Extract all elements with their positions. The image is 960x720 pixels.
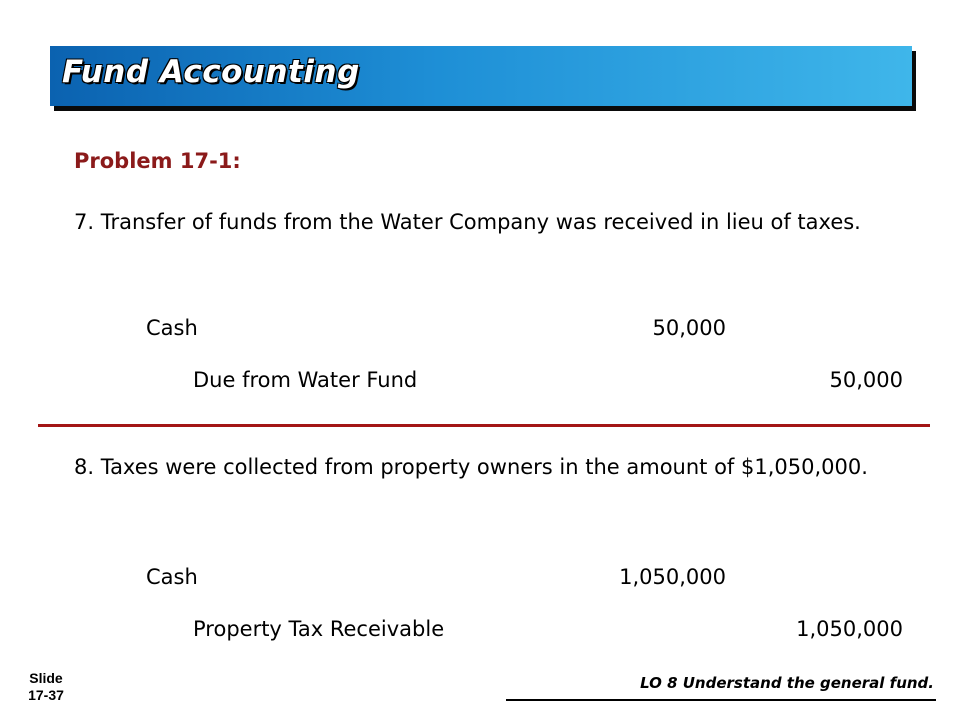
learning-objective: LO 8 Understand the general fund.	[640, 674, 934, 692]
title-bar	[50, 46, 912, 106]
learning-objective-underline	[506, 699, 936, 701]
item-8-credit-amount: 1,050,000	[796, 617, 903, 641]
item-7-description: 7. Transfer of funds from the Water Company was received in lieu of taxes.	[74, 210, 861, 234]
item-8-credit-account: Property Tax Receivable	[193, 617, 445, 641]
item-8-description: 8. Taxes were collected from property owners in the amount of $1,050,000.	[74, 455, 868, 479]
section-divider	[38, 424, 930, 427]
slide-label: Slide	[29, 670, 63, 686]
item-7-debit-amount: 50,000	[652, 316, 726, 340]
slide-number-value: 17-37	[28, 687, 64, 703]
item-8-debit-amount: 1,050,000	[619, 565, 726, 589]
problem-label: Problem 17-1:	[74, 149, 241, 173]
item-7-credit-amount: 50,000	[829, 368, 903, 392]
slide-title: Fund Accounting	[62, 54, 360, 90]
item-7-debit-account: Cash	[146, 316, 198, 340]
item-8-debit-account: Cash	[146, 565, 198, 589]
item-7-credit-account: Due from Water Fund	[193, 368, 418, 392]
slide-number	[16, 670, 76, 704]
